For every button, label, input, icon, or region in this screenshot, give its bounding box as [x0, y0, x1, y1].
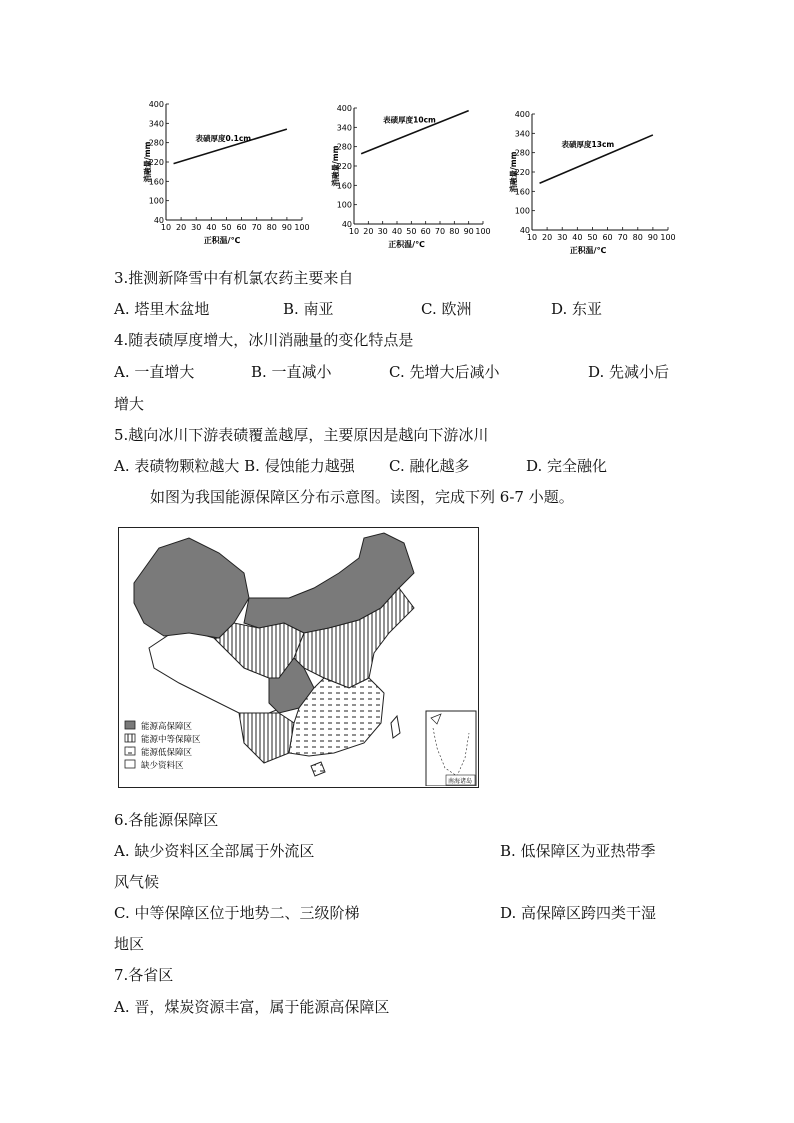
region-taiwan	[391, 716, 400, 738]
x-tick-label: 20	[363, 227, 374, 236]
q5-option-a-b[interactable]: A. 表碛物颗粒越大 B. 侵蚀能力越强	[114, 457, 355, 475]
x-tick-label: 60	[602, 233, 613, 242]
inset-label: 南海诸岛	[448, 778, 473, 785]
x-tick-label: 40	[391, 227, 403, 236]
q6-option-d-continued: 地区	[114, 935, 145, 953]
x-axis-label: 正积温/℃	[569, 246, 607, 255]
x-tick-label: 100	[660, 233, 676, 242]
x-tick-label: 60	[420, 227, 431, 236]
chart-svg-2	[330, 102, 495, 254]
region-hainan-low	[311, 762, 325, 776]
chart-svg-3	[508, 108, 680, 260]
x-tick-label: 50	[587, 233, 598, 242]
chart-thick-debris	[508, 108, 680, 260]
q6-option-c[interactable]: C. 中等保障区位于地势二、三级阶梯	[114, 904, 360, 922]
x-tick-label: 80	[449, 227, 460, 236]
x-tick-label: 90	[647, 233, 658, 242]
y-tick-label: 160	[336, 181, 352, 191]
q7-option-a[interactable]: A. 晋，煤炭资源丰富，属于能源高保障区	[114, 998, 390, 1016]
legend-low: 能源低保障区	[141, 748, 193, 758]
y-tick-label: 400	[336, 104, 352, 113]
q4-option-d[interactable]: D. 先减小后	[588, 363, 670, 381]
chart-svg-1	[142, 98, 314, 250]
x-tick-label: 90	[463, 227, 474, 236]
region-xinjiang-high	[134, 538, 249, 638]
x-tick-label: 100	[294, 223, 310, 232]
x-tick-label: 50	[221, 223, 232, 232]
x-tick-label: 20	[542, 233, 553, 242]
q6-option-b[interactable]: B. 低保障区为亚热带季	[500, 842, 656, 860]
y-tick-label: 280	[148, 138, 164, 148]
y-tick-label: 40	[341, 220, 352, 229]
y-tick-label: 280	[514, 148, 530, 158]
chart-title: 表碛厚度10cm	[383, 115, 436, 125]
x-tick-label: 70	[617, 233, 628, 242]
legend-no-data: 缺少资料区	[141, 761, 184, 771]
q3-option-a[interactable]: A. 塔里木盆地	[114, 300, 210, 318]
q4-option-c[interactable]: C. 先增大后减小	[389, 363, 500, 381]
q6-option-d[interactable]: D. 高保障区跨四类干湿	[500, 904, 657, 922]
y-tick-label: 340	[514, 129, 530, 139]
x-tick-label: 10	[160, 223, 172, 232]
y-axis-label: 消融量/mm	[331, 145, 340, 187]
legend-medium: 能源中等保障区	[141, 735, 201, 745]
question-4-stem: 4.随表碛厚度增大，冰川消融量的变化特点是	[114, 331, 414, 349]
map-svg	[119, 528, 477, 786]
x-tick-label: 40	[572, 233, 583, 242]
question-3-stem: 3.推测新降雪中有机氯农药主要来自	[114, 269, 354, 287]
x-tick-label: 80	[266, 223, 277, 232]
y-tick-label: 400	[148, 100, 164, 109]
q4-option-b[interactable]: B. 一直减小	[251, 363, 332, 381]
y-tick-label: 100	[336, 200, 352, 210]
x-tick-label: 50	[406, 227, 417, 236]
x-tick-label: 80	[632, 233, 643, 242]
x-axis-label: 正积温/℃	[388, 240, 425, 249]
y-tick-label: 280	[336, 142, 352, 152]
q5-option-d[interactable]: D. 完全融化	[526, 457, 608, 475]
intro-text: 如图为我国能源保障区分布示意图。读图，完成下列 6-7 小题。	[150, 488, 574, 506]
y-tick-label: 220	[148, 158, 164, 167]
q4-option-a[interactable]: A. 一直增大	[114, 363, 195, 381]
y-tick-label: 340	[336, 123, 352, 133]
x-tick-label: 90	[281, 223, 292, 232]
q3-option-d[interactable]: D. 东亚	[551, 300, 603, 318]
map-legend	[125, 721, 201, 771]
x-tick-label: 10	[348, 227, 360, 236]
q5-option-c[interactable]: C. 融化越多	[389, 457, 470, 475]
x-tick-label: 30	[191, 223, 202, 232]
y-tick-label: 400	[514, 110, 530, 119]
x-tick-label: 30	[557, 233, 568, 242]
x-tick-label: 30	[377, 227, 388, 236]
y-tick-label: 220	[514, 168, 530, 177]
q3-option-b[interactable]: B. 南亚	[283, 300, 334, 318]
y-axis-label: 消融量/mm	[143, 141, 152, 183]
x-tick-label: 40	[206, 223, 217, 232]
x-tick-label: 70	[434, 227, 446, 236]
y-tick-label: 100	[148, 196, 164, 206]
chart-title: 表碛厚度0.1cm	[195, 134, 252, 144]
q3-option-c[interactable]: C. 欧洲	[421, 300, 472, 318]
y-tick-label: 40	[519, 226, 530, 235]
x-tick-label: 10	[526, 233, 538, 242]
x-tick-label: 20	[176, 223, 187, 232]
q6-option-a[interactable]: A. 缺少资料区全部属于外流区	[114, 842, 315, 860]
x-tick-label: 100	[475, 227, 491, 236]
y-axis-label: 消融量/mm	[509, 151, 518, 193]
question-6-stem: 6.各能源保障区	[114, 811, 219, 829]
y-tick-label: 340	[148, 119, 164, 129]
legend-high: 能源高保障区	[141, 722, 193, 732]
q4-option-d-continued: 增大	[114, 395, 145, 413]
x-tick-label: 60	[236, 223, 247, 232]
x-axis-label: 正积温/℃	[203, 236, 241, 245]
chart-title: 表碛厚度13cm	[561, 139, 615, 149]
y-tick-label: 100	[514, 206, 530, 216]
chart-medium-debris	[330, 102, 495, 254]
x-tick-label: 70	[251, 223, 262, 232]
q6-option-b-continued: 风气候	[114, 873, 160, 891]
y-tick-label: 40	[153, 216, 164, 225]
chart-thin-debris	[142, 98, 314, 250]
y-tick-label: 220	[336, 162, 352, 171]
energy-map	[118, 527, 479, 788]
y-tick-label: 160	[514, 187, 530, 197]
question-5-stem: 5.越向冰川下游表碛覆盖越厚，主要原因是越向下游冰川	[114, 426, 489, 444]
region-southwest-medium	[239, 713, 294, 763]
question-7-stem: 7.各省区	[114, 966, 174, 984]
south-china-sea-inset	[426, 711, 476, 786]
y-tick-label: 160	[148, 177, 164, 187]
